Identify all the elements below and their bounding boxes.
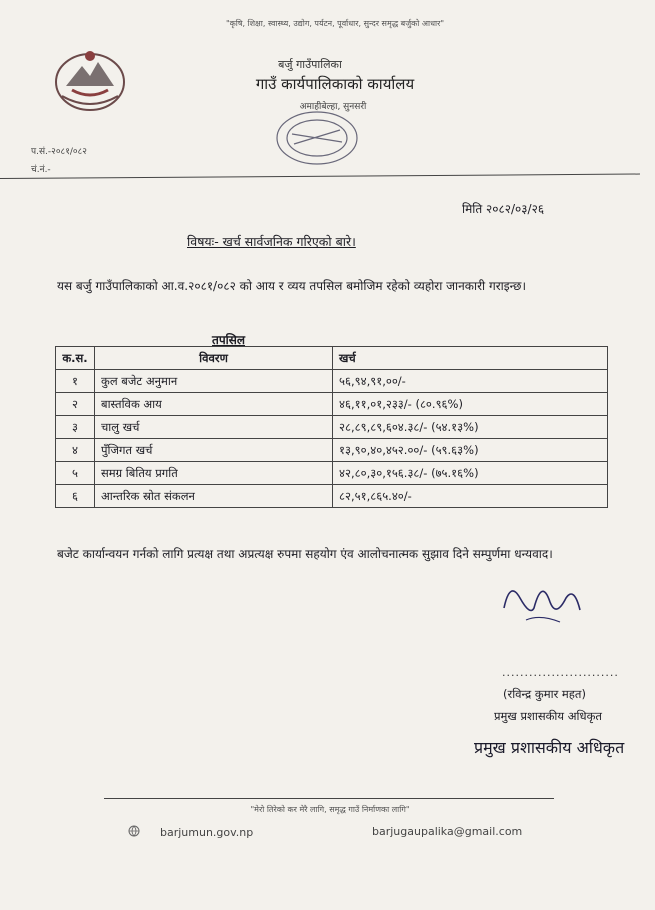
signature-line: .......................... [502,666,619,679]
header-serial: क.स. [56,347,95,370]
header-expense: खर्च [333,347,608,370]
table-row [56,462,608,485]
row-description: समग्र बितिय प्रगति [95,462,333,485]
row-description: बास्तविक आय [95,393,333,416]
globe-icon [128,825,140,837]
header-divider [0,174,640,179]
signatory-name: (रविन्द्र कुमार महत) [503,687,586,701]
reference-number: प.सं.-२०८१/०८२ [31,147,87,157]
row-description: कुल बजेट अनुमान [95,370,333,393]
municipality-name: बर्जु गाउँपालिका [278,58,342,71]
dispatch-number: चं.नं.- [31,165,51,175]
row-amount: ५६,९४,९१,००/- [333,370,608,393]
row-description: चालु खर्च [95,416,333,439]
row-serial: ३ [56,416,95,439]
row-amount: १३,९०,४०,४५२.००/- (५९.६३%) [333,439,608,462]
row-description: आन्तरिक स्रोत संकलन [95,485,333,508]
letter-date: मिति २०८२/०३/२६ [462,202,545,216]
row-serial: ४ [56,439,95,462]
website-link[interactable]: barjumun.gov.np [160,826,254,839]
letter-subject: विषयः- खर्च सार्वजनिक गरिएको बारे। [187,234,356,249]
official-stamp-icon [262,104,372,172]
table-row [56,439,608,462]
row-serial: ६ [56,485,95,508]
footer-divider [104,798,554,799]
table-row [56,370,608,393]
table-row [56,485,608,508]
office-name: गाउँ कार्यपालिकाको कार्यालय [255,75,415,93]
header-motto: "कृषि, शिक्षा, स्वास्थ्य, उद्योग, पर्यटन, पूर्वाधार, सुन्दर समृद्ध बर्जुको आधार" [225,19,445,28]
row-amount: ४२,८०,३०,१५६.३८/- (७५.१६%) [333,462,608,485]
row-serial: २ [56,393,95,416]
expense-table [55,346,608,508]
closing-text: बजेट कार्यान्वयन गर्नको लागि प्रत्यक्ष तथा अप्रत्यक्ष रुपमा सहयोग एंव आलोचनात्मक सुझाव दिने सम्पुर्णमा धन्यवाद। [57,547,553,561]
header-description: विवरण [95,347,333,370]
row-amount: ४६,११,०१,२३३/- (८०.९६%) [333,393,608,416]
email-link[interactable]: barjugaupalika@gmail.com [372,825,523,838]
letter-body: यस बर्जु गाउँपालिकाको आ.व.२०८१/०८२ को आय र व्यय तपसिल बमोजिम रहेको व्यहोरा जानकारी गराइन्छ। [57,279,527,293]
table-caption: तपसिल [212,333,246,347]
handwritten-signature-icon [490,568,590,636]
row-serial: ५ [56,462,95,485]
office-address: अमाहीबेल्हा, सुनसरी [299,102,367,112]
row-amount: २८,८९,८९,६०४.३८/- (५४.१३%) [333,416,608,439]
row-amount: ८२,५१,८६५.४०/- [333,485,608,508]
table-header-row [56,347,608,370]
row-description: पुँजिगत खर्च [95,439,333,462]
signatory-stamp: प्रमुख प्रशासकीय अधिकृत [474,738,625,757]
nepal-emblem-icon [52,46,128,112]
signatory-title: प्रमुख प्रशासकीय अधिकृत [494,709,602,723]
row-serial: १ [56,370,95,393]
table-row [56,393,608,416]
footer-motto: "मेरो तिरेको कर मेरै लागि, समृद्ध गाउँ निर्माणका लागि" [250,805,410,814]
table-row [56,416,608,439]
